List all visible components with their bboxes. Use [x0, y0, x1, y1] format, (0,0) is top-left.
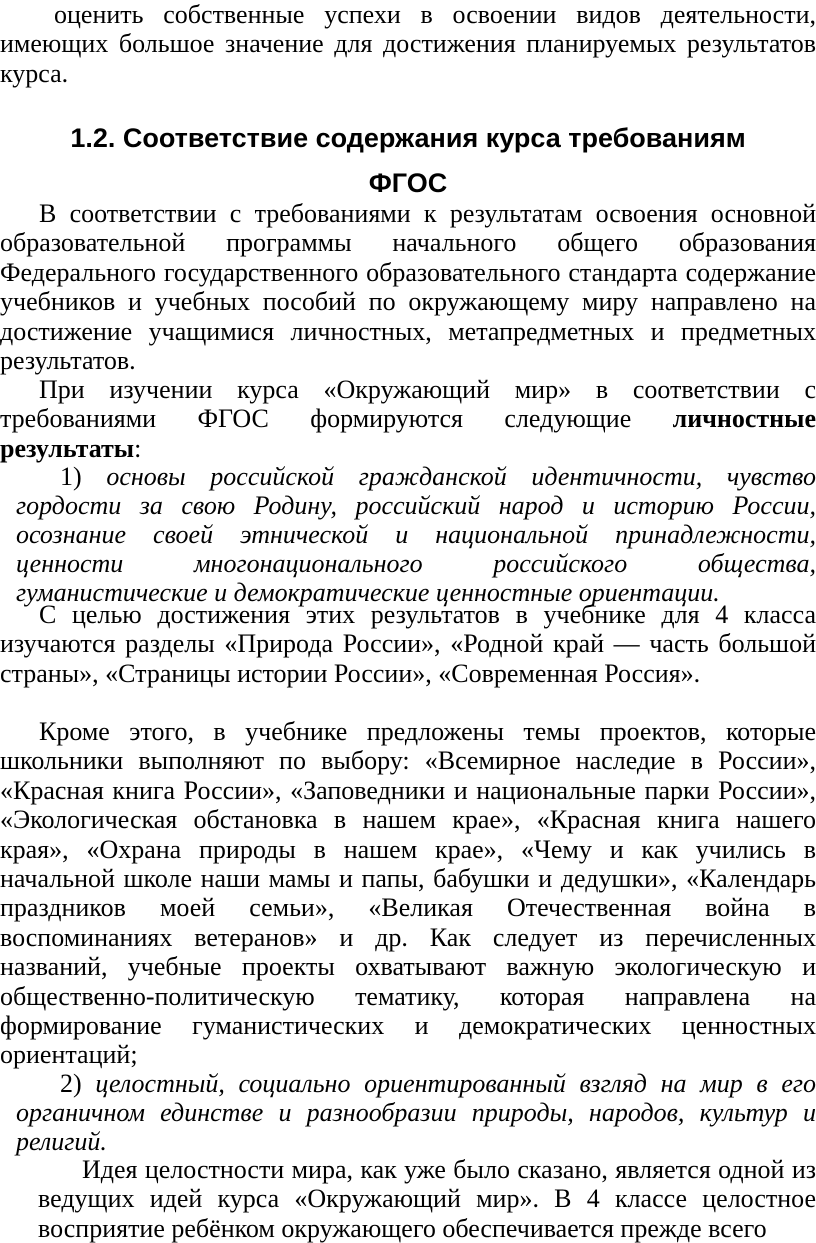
- section-title: [0, 116, 816, 206]
- list-item-2-number: 2): [60, 1069, 82, 1098]
- p2-start: При изучении курса «Окружающий мир» в соответствии с требованиями ФГОС формируются следующие: [0, 375, 816, 434]
- list-item-1: [16, 462, 816, 607]
- list-item-1-text: основы российской гражданской идентичности, чувство гордости за свою Родину, российский народ и историю России, осознание своей этнической и национальной принадлежности, ценности многонационального российского общества, гуманистические и демократические ценностные ориентации.: [16, 462, 816, 607]
- list-item-2: [16, 1069, 816, 1156]
- paragraph-integrity-text: Идея целостности мира, как уже было сказано, является одной из ведущих идей курса «Окружающий мир». В 4 классе целостное восприятие ребёнком окружающего обеспечивается прежде всего: [38, 1155, 816, 1243]
- p2-bold: личностные результаты: [0, 404, 816, 463]
- section-title-line2: ФГОС: [368, 168, 448, 198]
- intro-text: оценить собственные успехи в освоении видов деятельности, имеющих большое значение для достижения планируемых результатов курса.: [0, 0, 816, 88]
- list-item-2-text: целостный, социально ориентированный взгляд на мир в его органичном единстве и разнообразии природы, народов, культур и религий.: [16, 1069, 816, 1156]
- p2-end: :: [134, 433, 142, 463]
- paragraph-requirements-text: В соответствии с требованиями к результатам освоения основной образовательной программы начального общего образования Федерального государственного образовательного стандарта содержание учебников и учебных пособий по окружающему миру направлено на достижение учащимися личностных, метапредметных и предметных результатов.: [0, 199, 816, 376]
- paragraph-integrity: [38, 1155, 816, 1243]
- paragraph-sections: [0, 600, 816, 688]
- paragraph-sections-text: С целью достижения этих результатов в учебнике для 4 класса изучаются разделы «Природа России», «Родной край — часть большой страны», «Страницы истории России», «Современная Россия».: [0, 600, 816, 688]
- list-item-1-number: 1): [60, 462, 82, 491]
- paragraph-projects-text: Кроме этого, в учебнике предложены темы проектов, которые школьники выполняют по выбору: «Всемирное наследие в России», «Красная книга России», «Заповедники и национальные парки России», «Экологическая обстановка в нашем крае», «Красная книга нашего края», «Охрана природы в нашем крае», «Чему и как учились в начальной школе наши мамы и папы, бабушки и дедушки», «Календарь праздников моей семьи», «Великая Отечественная война в воспоминаниях ветеранов» и др. Как следует из перечисленных названий, учебные проекты охватывают важную экологическую и общественно-политическую тематику, которая направлена на формирование гуманистических и демократических ценностных ориентаций;: [0, 717, 816, 1070]
- intro-paragraph: [0, 0, 816, 88]
- section-title-line1: 1.2. Соответствие содержания курса требованиям: [70, 123, 746, 153]
- paragraph-personal-results: [0, 375, 816, 463]
- paragraph-requirements: [0, 199, 816, 375]
- paragraph-projects: [0, 717, 816, 1070]
